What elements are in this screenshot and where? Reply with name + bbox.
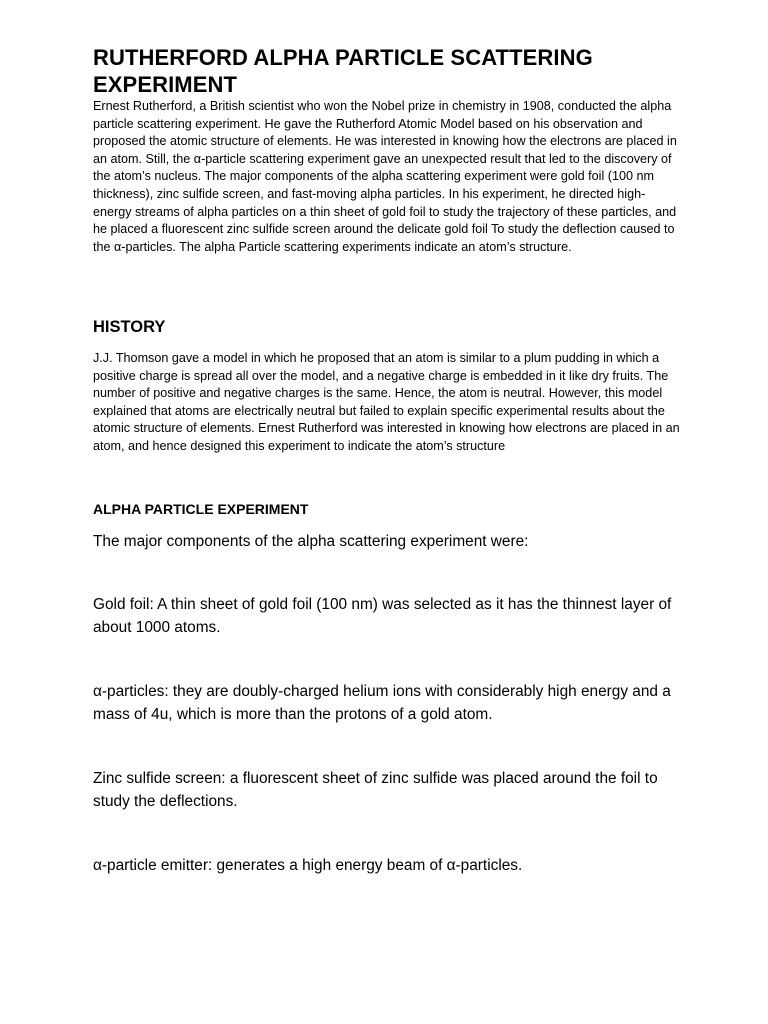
zinc-sulfide-screen-paragraph: Zinc sulfide screen: a fluorescent sheet of zinc sulfide was placed around the foil to study the deflections. xyxy=(93,770,658,810)
alpha-particles-paragraph: α-particles: they are doubly-charged helium ions with considerably high energy and a mass of 4u, which is more than the protons of a gold atom. xyxy=(93,683,671,723)
alpha-experiment-heading: ALPHA PARTICLE EXPERIMENT xyxy=(93,501,309,517)
alpha-emitter-paragraph: α-particle emitter: generates a high energy beam of α-particles. xyxy=(93,857,523,874)
document-title: RUTHERFORD ALPHA PARTICLE SCATTERING EXPERIMENT xyxy=(93,45,593,97)
history-heading: HISTORY xyxy=(93,318,166,336)
intro-paragraph: Ernest Rutherford, a British scientist who won the Nobel prize in chemistry in 1908, conducted the alpha particle scattering experiment. He gave the Rutherford Atomic Model based on his observation and proposed the atomic structure of elements. He was interested in knowing how the electrons are placed in an atom. Still, the α-particle scattering experiment gave an unexpected result that led to the discovery of the atom’s nucleus. The major components of the alpha scattering experiment were gold foil (100 nm thickness), zinc sulfide screen, and fast-moving alpha particles. In his experiment, he directed high-energy streams of alpha particles on a thin sheet of gold foil to study the trajectory of these particles, and he placed a fluorescent zinc sulfide screen around the delicate gold foil To study the deflection caused to the α-particles. The alpha Particle scattering experiments indicate an atom’s structure. xyxy=(93,99,677,254)
history-paragraph: J.J. Thomson gave a model in which he proposed that an atom is similar to a plum pudding in which a positive charge is spread all over the model, and a negative charge is embedded in it like dry fruits. The number of positive and negative charges is the same. Hence, the atom is neutral. However, this model explained that atoms are electrically neutral but failed to explain specific experimental results about the atomic structure of elements. Ernest Rutherford was interested in knowing how electrons are placed in an atom, and hence designed this experiment to indicate the atom’s structure xyxy=(93,351,680,453)
gold-foil-paragraph: Gold foil: A thin sheet of gold foil (100 nm) was selected as it has the thinnest layer of about 1000 atoms. xyxy=(93,596,672,636)
components-lead-paragraph: The major components of the alpha scattering experiment were: xyxy=(93,533,529,550)
document-page xyxy=(93,44,683,874)
